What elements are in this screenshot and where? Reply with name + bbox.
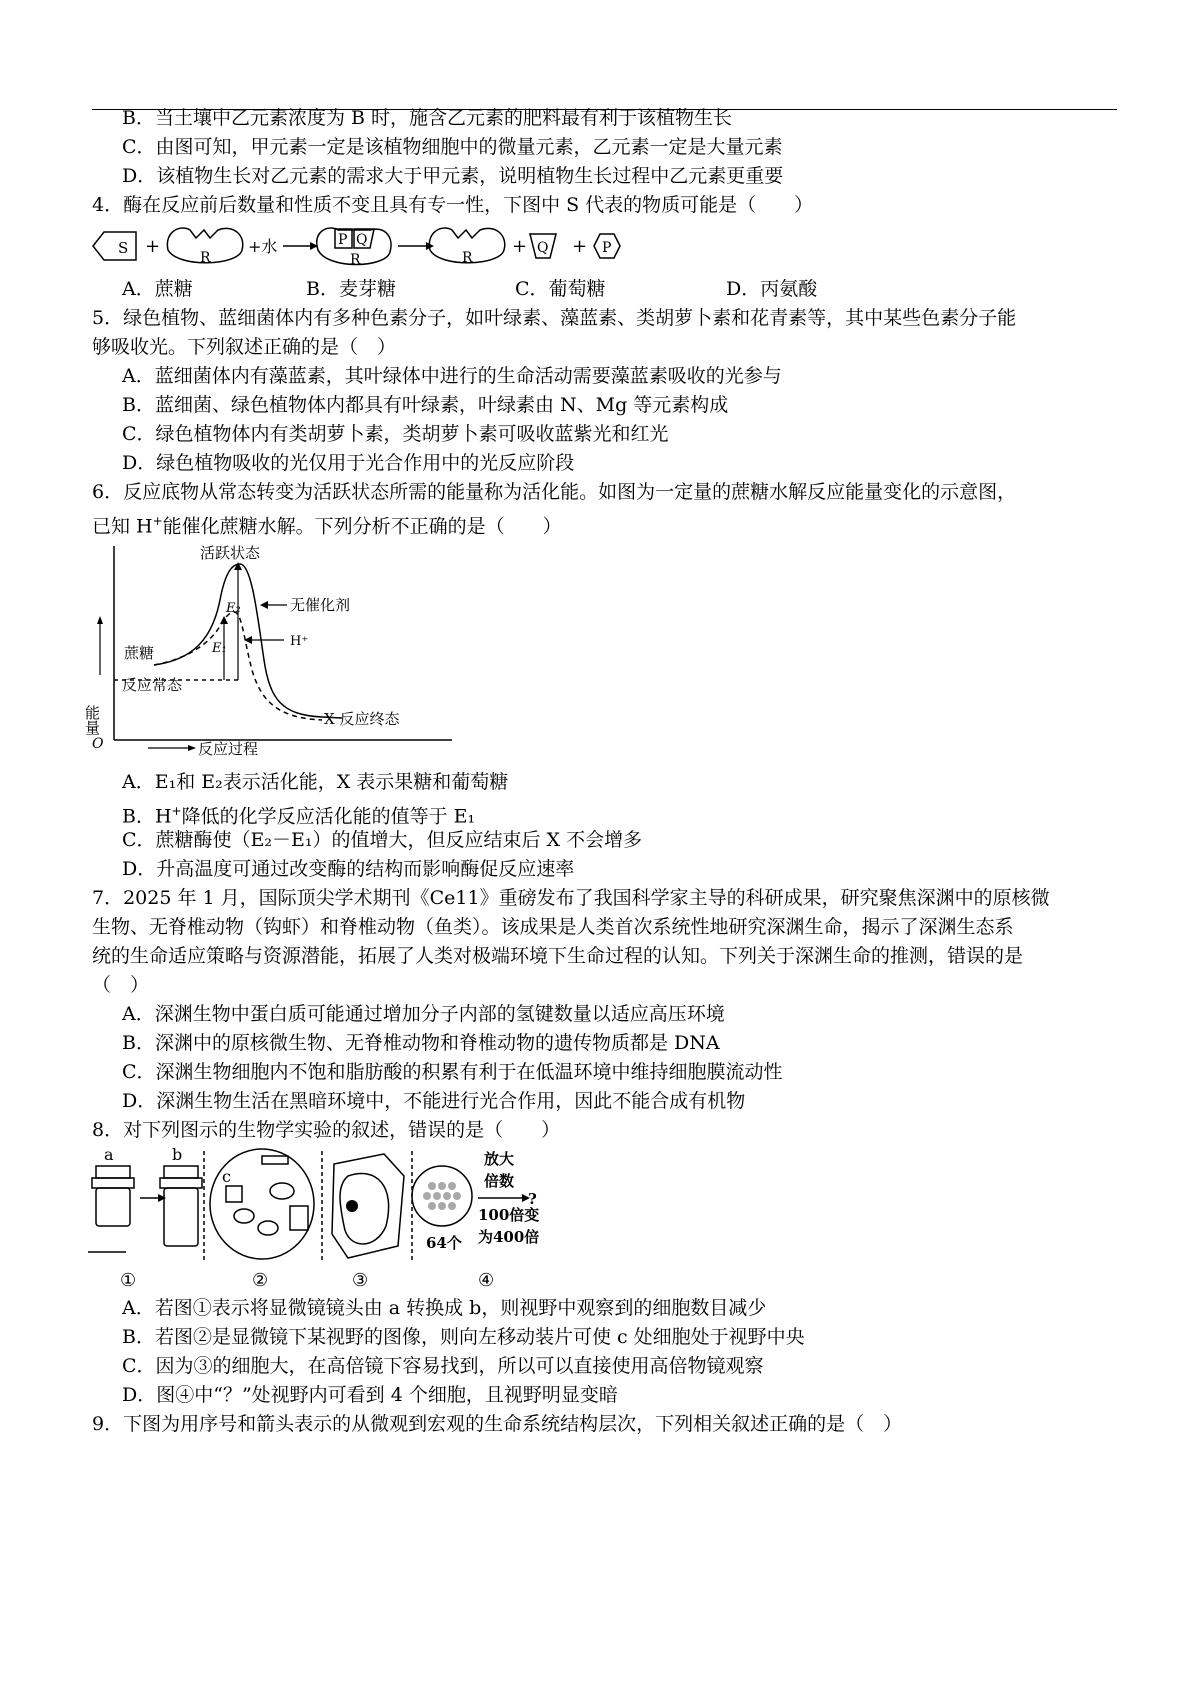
enzyme-reaction-diagram (88, 222, 648, 272)
label-c: c (222, 1167, 231, 1186)
q5-option-d[interactable]: D．绿色植物吸收的光仅用于光合作用中的光反应阶段 (122, 452, 575, 474)
q3-option-c[interactable]: C．由图可知，甲元素一定是该植物细胞中的微量元素，乙元素一定是大量元素 (122, 136, 783, 158)
label-h-plus: H⁺ (290, 634, 309, 649)
q9-stem: 9．下图为用序号和箭头表示的从微观到宏观的生命系统结构层次，下列相关叙述正确的是（ ） (92, 1413, 903, 1435)
q7-stem-line1: 7．2025 年 1 月，国际顶尖学术期刊《Ce11》重磅发布了我国科学家主导的科研成果，研究聚焦深渊中的原核微 (92, 887, 1050, 909)
q5-option-a[interactable]: A．蓝细菌体内有藻蓝素，其叶绿体中进行的生命活动需要藻蓝素吸收的光参与 (122, 365, 782, 387)
label-2: ② (252, 1270, 269, 1291)
q6-option-a[interactable]: A．E₁和 E₂表示活化能，X 表示果糖和葡萄糖 (122, 771, 509, 793)
label-process: 反应过程 (198, 740, 259, 758)
q6-option-d[interactable]: D．升高温度可通过改变酶的结构而影响酶促反应速率 (122, 858, 575, 880)
q7-option-b[interactable]: B．深渊中的原核微生物、无脊椎动物和脊椎动物的遗传物质都是 DNA (122, 1032, 720, 1054)
label-3: ③ (352, 1270, 369, 1291)
q7-stem-line2: 生物、无脊椎动物（钩虾）和脊椎动物（鱼类）。该成果是人类首次系统性地研究深渊生命，揭示了深渊生态系 (92, 916, 1014, 938)
zoom-line2: 倍数 (484, 1172, 515, 1190)
label-normal-state: 反应常态 (122, 676, 183, 694)
q3-option-d[interactable]: D．该植物生长对乙元素的需求大于甲元素，说明植物生长过程中乙元素更重要 (122, 165, 784, 187)
q8-option-c[interactable]: C．因为③的细胞大，在高倍镜下容易找到，所以可以直接使用高倍物镜观察 (122, 1355, 764, 1377)
label-p-complex: P (338, 232, 348, 248)
label-b: b (172, 1145, 183, 1164)
label-q: Q (537, 240, 549, 256)
plus-2: + (512, 236, 528, 257)
plus-1: + (145, 236, 161, 257)
q5-option-b[interactable]: B．蓝细菌、绿色植物体内都具有叶绿素，叶绿素由 N、Mg 等元素构成 (122, 394, 729, 416)
plant-cell-wall (332, 1154, 404, 1258)
q5-option-c[interactable]: C．绿色植物体内有类胡萝卜素，类胡萝卜素可吸收蓝紫光和红光 (122, 423, 669, 445)
zoom-line1: 放大 (484, 1150, 515, 1168)
label-r-2: R (462, 250, 473, 266)
q4-stem: 4．酶在反应前后数量和性质不变且具有专一性，下图中 S 代表的物质可能是（ ） (92, 194, 814, 216)
objective-a-body (96, 1188, 130, 1226)
label-q-complex: Q (356, 232, 368, 248)
label-p: P (602, 240, 612, 256)
q8-stem: 8．对下列图示的生物学实验的叙述，错误的是（ ） (92, 1119, 561, 1141)
label-1: ① (120, 1270, 137, 1291)
q4-option-c[interactable]: C．葡萄糖 (515, 278, 606, 300)
objective-a-top (96, 1166, 130, 1178)
substrate-s-shape (93, 232, 136, 260)
zoom-line3: 100倍变 (478, 1206, 540, 1224)
plus-3: + (572, 236, 588, 257)
label-a: a (104, 1145, 114, 1164)
q4-option-a[interactable]: A．蔗糖 (122, 278, 193, 300)
field-of-view-2 (210, 1149, 314, 1259)
q8-option-d[interactable]: D．图④中“？”处视野内可看到 4 个细胞，且视野明显变暗 (122, 1384, 618, 1406)
zoom-question: ? (528, 1190, 537, 1208)
label-4: ④ (478, 1270, 495, 1291)
q5-stem-line2: 够吸收光。下列叙述正确的是（ ） (92, 336, 397, 358)
plus-water: +水 (248, 237, 278, 256)
field-of-view-4 (412, 1166, 472, 1226)
q6-stem-line2: 已知 H+能催化蔗糖水解。下列分析不正确的是（ ） (92, 514, 562, 538)
q4-option-d[interactable]: D．丙氨酸 (726, 278, 818, 300)
label-r-1: R (200, 250, 211, 266)
q7-option-c[interactable]: C．深渊生物细胞内不饱和脂肪酸的积累有利于在低温环境中维持细胞膜流动性 (122, 1061, 783, 1083)
q7-option-d[interactable]: D．深渊生物生活在黑暗环境中，不能进行光合作用，因此不能合成有机物 (122, 1090, 746, 1112)
cell-count: 64个 (426, 1234, 462, 1252)
q6-option-b[interactable]: B．H+降低的化学反应活化能的值等于 E₁ (122, 804, 476, 828)
microscope-figure (86, 1146, 606, 1296)
label-end-state: X 反应终态 (324, 710, 400, 728)
label-energy: 能量 (83, 705, 101, 735)
label-s: S (118, 239, 129, 257)
q7-option-a[interactable]: A．深渊生物中蛋白质可能通过增加分子内部的氢键数量以适应高压环境 (122, 1003, 725, 1025)
label-origin: O (92, 736, 104, 752)
energy-diagram (83, 540, 472, 770)
plant-cell-nucleus (346, 1200, 358, 1212)
label-active-state: 活跃状态 (200, 544, 261, 562)
q3-option-b[interactable]: B．当土壤中乙元素浓度为 B 时，施含乙元素的肥料最有利于该植物生长 (122, 107, 733, 129)
label-no-catalyst: 无催化剂 (290, 596, 351, 614)
q6-option-c[interactable]: C．蔗糖酶使（E₂－E₁）的值增大，但反应结束后 X 不会增多 (122, 829, 643, 851)
q7-stem-line4: （ ） (92, 974, 150, 996)
q5-stem-line1: 5．绿色植物、蓝细菌体内有多种色素分子，如叶绿素、藻蓝素、类胡萝卜素和花青素等，其中某些色素分子能 (92, 307, 1017, 329)
q6-stem-line1: 6．反应底物从常态转变为活跃状态所需的能量称为活化能。如图为一定量的蔗糖水解反应能量变化的示意图， (92, 481, 1017, 503)
zoom-line4: 为400倍 (478, 1228, 540, 1246)
q8-option-a[interactable]: A．若图①表示将显微镜镜头由 a 转换成 b，则视野中观察到的细胞数目减少 (122, 1297, 767, 1319)
label-e1: E₁ (212, 641, 227, 656)
q4-option-b[interactable]: B．麦芽糖 (306, 278, 396, 300)
label-e2: E₂ (226, 601, 241, 616)
q7-stem-line3: 统的生命适应策略与资源潜能，拓展了人类对极端环境下生命过程的认知。下列关于深渊生命的推测，错误的是 (92, 945, 1024, 967)
label-r-complex: R (350, 252, 361, 268)
q8-option-b[interactable]: B．若图②是显微镜下某视野的图像，则向左移动装片可使 c 处细胞处于视野中央 (122, 1326, 805, 1348)
label-sucrose: 蔗糖 (124, 644, 155, 662)
objective-b-body (164, 1188, 198, 1246)
